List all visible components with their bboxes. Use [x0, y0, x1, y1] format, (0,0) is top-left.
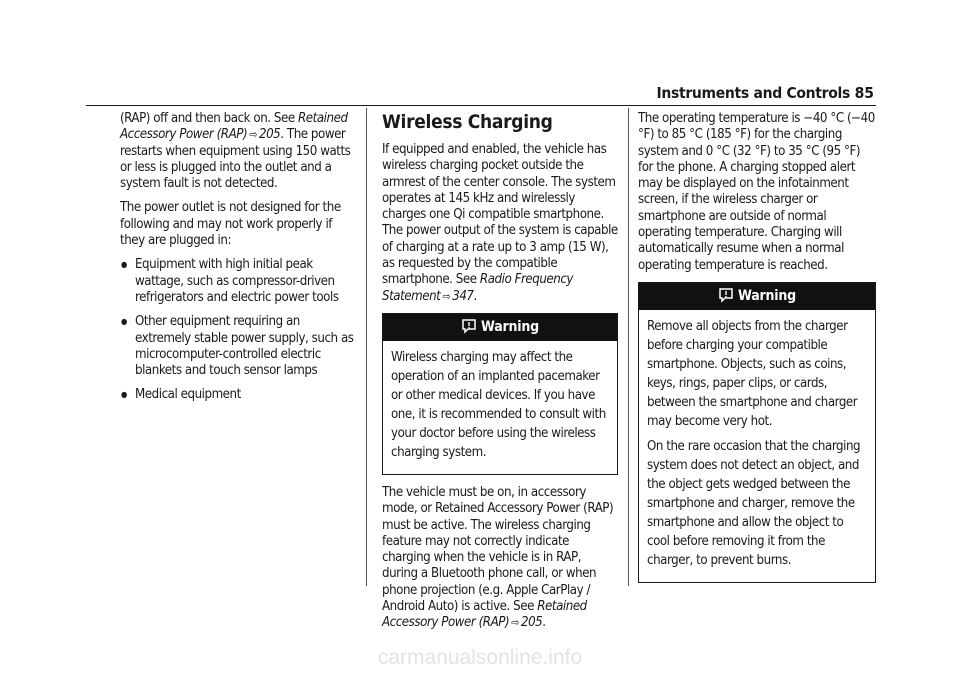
warning-body	[639, 310, 875, 582]
header-rule	[86, 105, 876, 106]
warning-header	[639, 283, 875, 310]
column-middle	[382, 111, 618, 640]
warning-text: Remove all objects from the charger before charging your compatible smartphone. Objects, such as coins, keys, rings, paper clips, or cards, between the smartphone and charger may become very hot.	[647, 318, 858, 429]
warning-box	[638, 282, 876, 583]
warning-speech-bubble-icon	[718, 286, 734, 302]
bullet-list	[120, 257, 356, 403]
section-heading: Wireless Charging	[382, 111, 553, 133]
warning-text: Wireless charging may affect the operation of an implanted pacemaker or other medical devices. If you have one, it is recommended to consult with your doctor before using the wireless charging system.	[391, 349, 606, 460]
page-number: 85	[854, 84, 874, 102]
list-item: ● Equipment with high initial peak wattage, such as compressor-driven refrigerators and electric power tools	[120, 257, 356, 306]
paragraph: The power outlet is not designed for the following and may not work properly if they are plugged in:	[120, 200, 341, 249]
watermark: carmanualsonline.info	[377, 646, 583, 669]
page-reference[interactable]: 205	[258, 127, 281, 143]
warning-header	[383, 314, 617, 341]
paragraph: The vehicle must be on, in accessory mode, or Retained Accessory Power (RAP) must be active. The wireless charging feature may not correctly indicate charging when the vehicle is in RAP, during a Bluetooth phone call, or when phone projection (e.g. Apple CarPlay / Android Auto) is active. See Retained Accessory Power (RAP) ⇨ 205.	[382, 484, 614, 631]
warning-text: On the rare occasion that the charging system does not detect an object, and the object gets wedged between the smartphone and charger, remove the smartphone and allow the object to cool before removing it from the charger, to prevent burns.	[647, 438, 861, 568]
page-reference[interactable]: 347	[452, 288, 474, 304]
cross-reference-link[interactable]: Radio Frequency Statement	[382, 272, 573, 304]
section-title: Instruments and Controls	[656, 84, 850, 102]
page-reference-arrow-icon: ⇨	[511, 616, 519, 630]
column-divider-1	[366, 108, 367, 586]
warning-title: Warning	[738, 287, 796, 304]
warning-body	[383, 341, 617, 474]
paragraph: If equipped and enabled, the vehicle has wireless charging pocket outside the armrest of the center console. The system operates at 145 kHz and wirelessly charges one Qi compatible smartphone. The power output of the system is capable of charging at a rate up to 3 amp (15 W), as requested by the compatible smartphone. See Radio Frequency Statement ⇨ 347.	[382, 142, 618, 304]
warning-speech-bubble-icon	[461, 317, 477, 333]
page-header	[0, 84, 960, 104]
cross-reference-link[interactable]: Retained Accessory Power (RAP)	[120, 111, 348, 143]
list-item: ● Other equipment requiring an extremely stable power supply, such as microcomputer-controlled electric blankets and touch sensor lamps	[120, 314, 356, 379]
page-reference[interactable]: 205	[520, 615, 543, 631]
warning-box	[382, 313, 618, 475]
column-divider-2	[628, 108, 629, 586]
column-right	[638, 111, 876, 593]
paragraph: The operating temperature is −40 °C (−40 °F) to 85 °C (185 °F) for the charging system and 0 °C (32 °F) to 35 °C (95 °F) for the phone. A charging stopped alert may be displayed on the infotainment screen, if the wireless charger or smartphone are outside of normal operating temperature. Charging will automatically resume when a normal operating temperature is reached.	[638, 111, 875, 273]
paragraph: (RAP) off and then back on. See Retained Accessory Power (RAP) ⇨ 205. The power restarts when equipment using 150 watts or less is plugged into the outlet and a system fault is not detected.	[120, 111, 351, 192]
column-left	[120, 111, 356, 412]
list-item: ● Medical equipment	[120, 387, 356, 403]
page-reference-arrow-icon: ⇨	[442, 289, 451, 303]
cross-reference-link[interactable]: Retained Accessory Power (RAP)	[382, 599, 587, 631]
warning-title: Warning	[481, 318, 539, 335]
page-reference-arrow-icon: ⇨	[249, 128, 257, 142]
